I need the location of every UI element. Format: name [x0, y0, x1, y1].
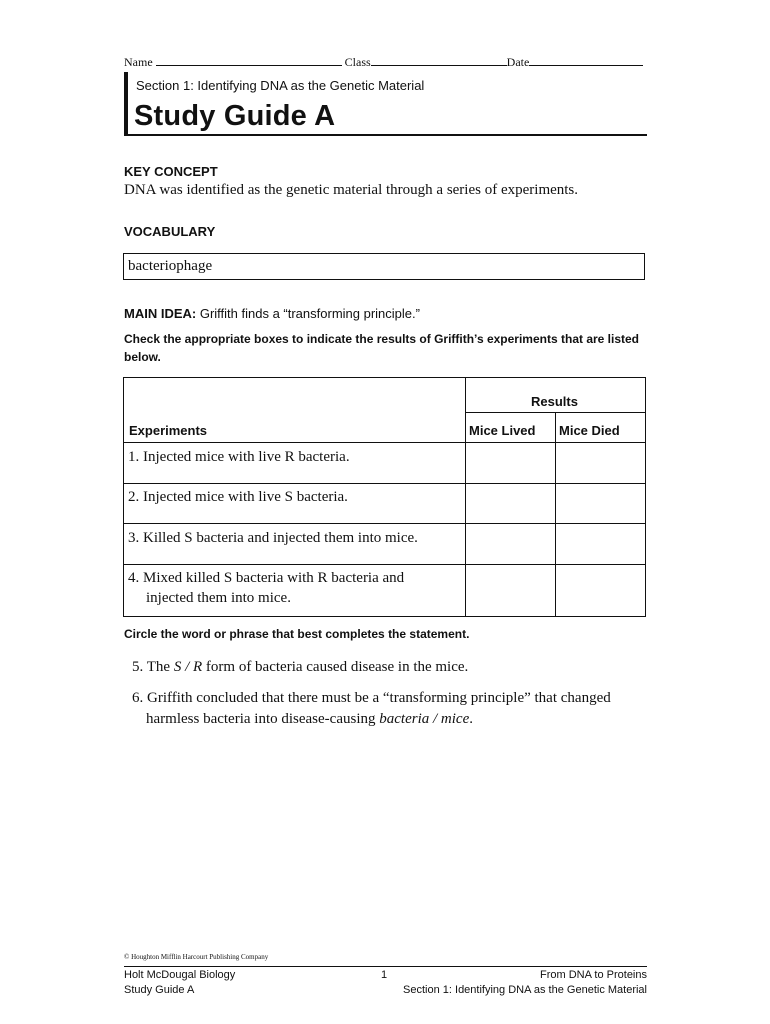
experiment-3: 3. Killed S bacteria and injected them into mice. — [128, 530, 418, 546]
header-bar — [124, 72, 128, 136]
name-class-date-line — [124, 54, 643, 70]
footer-chapter: From DNA to Proteins — [540, 969, 647, 981]
question-6-line2 — [132, 709, 652, 730]
row4-mice-lived-cell[interactable] — [466, 565, 555, 616]
name-field[interactable] — [156, 54, 342, 66]
question-6-prefix: harmless bacteria into disease-causing — [146, 711, 380, 727]
row2-mice-lived-cell[interactable] — [466, 484, 555, 523]
question-5-suffix: form of bacteria caused disease in the mice. — [202, 659, 469, 675]
question-6 — [132, 688, 652, 730]
page-title: Study Guide A — [134, 100, 336, 132]
experiment-1: 1. Injected mice with live R bacteria. — [128, 449, 350, 465]
mice-lived-header: Mice Lived — [469, 423, 536, 438]
mice-died-header: Mice Died — [559, 423, 620, 438]
footer-left — [124, 968, 235, 998]
footer-right — [403, 968, 647, 998]
main-idea — [124, 306, 420, 321]
question-6-line1: 6. Griffith concluded that there must be a “transforming principle” that changed — [132, 690, 611, 706]
circle-instructions: Circle the word or phrase that best completes the statement. — [124, 627, 470, 641]
vocabulary-box — [123, 253, 645, 280]
page-number: 1 — [381, 969, 388, 981]
date-field[interactable] — [529, 54, 643, 66]
row1-mice-lived-cell[interactable] — [466, 443, 555, 483]
main-idea-label: MAIN IDEA: — [124, 306, 197, 321]
class-label: Class — [344, 55, 371, 69]
footer-rule — [124, 966, 647, 967]
experiments-header: Experiments — [129, 423, 208, 438]
results-table — [123, 377, 646, 617]
class-field[interactable] — [371, 54, 507, 66]
row3-mice-lived-cell[interactable] — [466, 524, 555, 564]
vocabulary-label: VOCABULARY — [124, 224, 216, 239]
row4-mice-died-cell[interactable] — [556, 565, 645, 616]
footer-guide-name: Study Guide A — [124, 984, 195, 996]
copyright: © Houghton Mifflin Harcourt Publishing Company — [124, 953, 269, 961]
row2-mice-died-cell[interactable] — [556, 484, 645, 523]
question-5-options[interactable]: S / R — [173, 659, 203, 675]
row3-mice-died-cell[interactable] — [556, 524, 645, 564]
footer-book-title: Holt McDougal Biology — [124, 969, 236, 981]
date-label: Date — [506, 55, 530, 69]
name-label: Name — [124, 55, 153, 69]
question-5 — [132, 657, 468, 678]
question-6-options[interactable]: bacteria / mice — [379, 711, 470, 727]
main-idea-text: Griffith finds a “transforming principle.” — [199, 306, 420, 321]
experiment-4: 4. Mixed killed S bacteria with R bacteria and — [128, 570, 405, 586]
key-concept-text: DNA was identified as the genetic material through a series of experiments. — [124, 182, 579, 198]
results-header: Results — [531, 394, 578, 409]
row1-mice-died-cell[interactable] — [556, 443, 645, 483]
experiment-2: 2. Injected mice with live S bacteria. — [128, 489, 348, 505]
table-divider — [465, 412, 646, 413]
table-instructions: Check the appropriate boxes to indicate the results of Griffith’s experiments that are listed below. — [124, 332, 640, 364]
question-5-prefix: 5. The — [132, 659, 174, 675]
experiment-4-continued: injected them into mice. — [146, 590, 291, 606]
vocabulary-term: bacteriophage — [128, 258, 213, 274]
header-rule — [124, 134, 647, 136]
footer-section: Section 1: Identifying DNA as the Genetic Material — [403, 984, 647, 996]
section-title: Section 1: Identifying DNA as the Genetic Material — [136, 78, 425, 93]
key-concept-label: KEY CONCEPT — [124, 164, 218, 179]
question-6-suffix: . — [469, 711, 473, 727]
